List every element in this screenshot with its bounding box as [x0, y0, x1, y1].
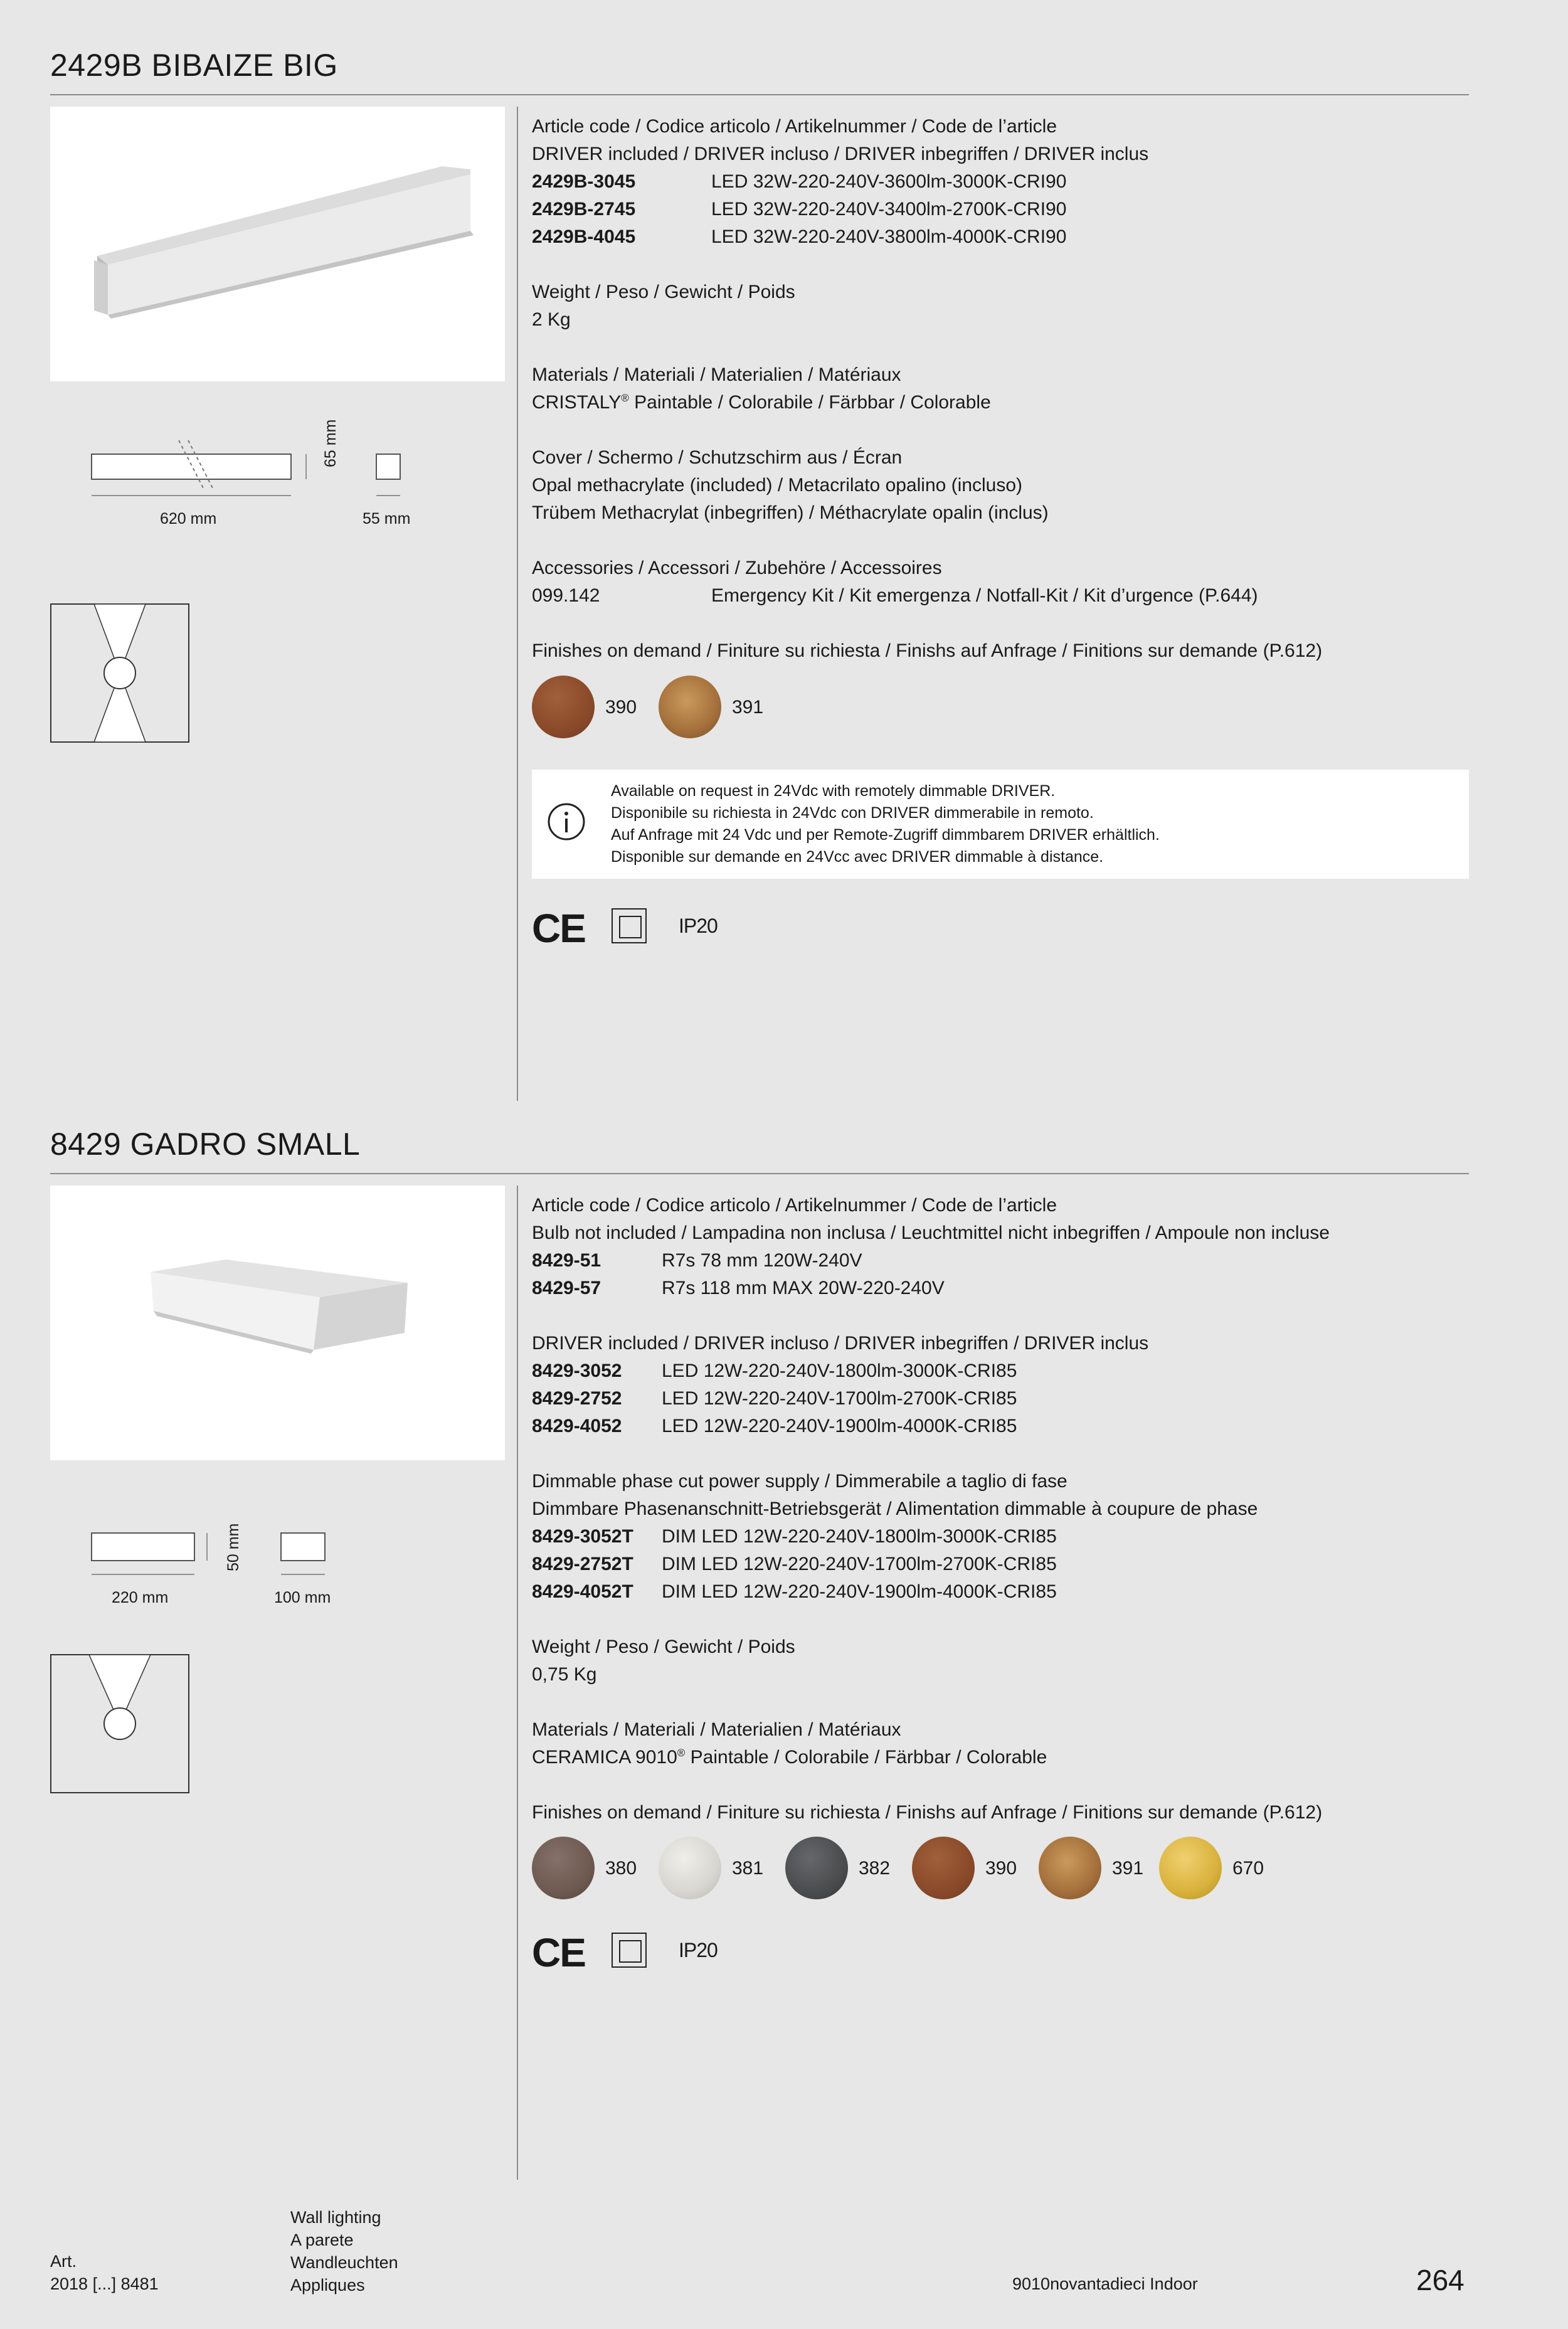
- product1-info: [532, 113, 1322, 665]
- footer-category: Wall lighting A parete Wandleuchten Appliques: [290, 2208, 398, 2295]
- weight-value: 0,75 Kg: [532, 1664, 597, 1685]
- article-code-label: Article code / Codice articolo / Artikelnummer / Code de l’article: [532, 1195, 1057, 1216]
- article-row: 8429-2752 LED 12W-220-240V-1700lm-2700K-CRI85: [532, 1388, 1017, 1409]
- ce-mark: CE: [532, 1930, 585, 1975]
- driver-note: DRIVER included / DRIVER incluso / DRIVER inbegriffen / DRIVER inclus: [532, 144, 1149, 164]
- product1-column-divider: [517, 107, 518, 1101]
- materials-value: CRISTALY® Paintable / Colorabile / Färbbar / Colorable: [532, 392, 991, 413]
- finish-number: 391: [1112, 1858, 1144, 1879]
- materials-label: Materials / Materiali / Materialien / Matériaux: [532, 364, 901, 385]
- article-row: 8429-3052T DIM LED 12W-220-240V-1800lm-3000K-CRI85: [532, 1526, 1057, 1547]
- dimmable-note: Dimmbare Phasenanschnitt-Betriebsgerät / Alimentation dimmable à coupure de phase: [532, 1499, 1258, 1519]
- driver-note: DRIVER included / DRIVER incluso / DRIVER inbegriffen / DRIVER inclus: [532, 1333, 1149, 1354]
- article-code-label: Article code / Codice articolo / Artikelnummer / Code de l’article: [532, 116, 1057, 137]
- ip-rating: IP20: [679, 1939, 718, 1961]
- article-row: 8429-2752T DIM LED 12W-220-240V-1700lm-2700K-CRI85: [532, 1554, 1057, 1574]
- ip-rating: IP20: [679, 915, 718, 937]
- finish-swatch-670: [1159, 1837, 1222, 1899]
- finish-swatch-390: [912, 1837, 975, 1899]
- article-row: 2429B-2745 LED 32W-220-240V-3400lm-2700K-CRI90: [532, 199, 1067, 220]
- article-row: 8429-57 R7s 118 mm MAX 20W-220-240V: [532, 1278, 945, 1298]
- info-icon: [547, 802, 586, 841]
- product1-title-rule: [50, 94, 1469, 95]
- product2-dim-length: 220 mm: [112, 1589, 169, 1606]
- article-row: 2429B-3045 LED 32W-220-240V-3600lm-3000K-CRI90: [532, 171, 1067, 192]
- accessory-row: 099.142 Emergency Kit / Kit emergenza / Notfall-Kit / Kit d’urgence (P.644): [532, 585, 1258, 606]
- weight-label: Weight / Peso / Gewicht / Poids: [532, 1637, 795, 1657]
- article-row: 8429-3052 LED 12W-220-240V-1800lm-3000K-CRI85: [532, 1361, 1017, 1381]
- class-ii-icon: [612, 1933, 647, 1968]
- finish-number: 390: [985, 1858, 1017, 1879]
- product2-info: [532, 1192, 1330, 1827]
- bulb-note: Bulb not included / Lampadina non inclusa / Leuchtmittel nicht inbegriffen / Ampoule non incluse: [532, 1223, 1330, 1243]
- product1-light-emission-diagram: [50, 603, 189, 746]
- article-row: 8429-4052 LED 12W-220-240V-1900lm-4000K-CRI85: [532, 1416, 1017, 1436]
- finish-number: 381: [732, 1858, 764, 1879]
- product2-dim-height: 50 mm: [225, 1523, 242, 1571]
- product2-photo: [50, 1186, 505, 1460]
- finish-swatch-390: [532, 676, 595, 738]
- info-text: Available on request in 24Vdc with remotely dimmable DRIVER. Disponibile su richiesta in 24Vdc con DRIVER dimmerabile in remoto. Auf Anfrage mit 24 Vdc und per Remote-Zugriff dimmbarem DRIVER erhältlich. Disponible sur demande en 24Vcc avec DRIVER dimmable à distance.: [611, 782, 1160, 866]
- finish-swatch-380: [532, 1837, 595, 1899]
- product1-dim-length: 620 mm: [160, 510, 217, 528]
- finish-swatch-381: [659, 1837, 721, 1899]
- product1-dim-height: 65 mm: [322, 419, 339, 467]
- finish-swatch-391: [659, 676, 721, 738]
- cover-line: Opal methacrylate (included) / Metacrilato opalino (incluso): [532, 475, 1023, 496]
- finishes-label: Finishes on demand / Finiture su richiesta / Finishs auf Anfrage / Finitions sur demande (P.612): [532, 640, 1323, 661]
- article-row: 2429B-4045 LED 32W-220-240V-3800lm-4000K-CRI90: [532, 226, 1067, 247]
- product2-dim-depth: 100 mm: [274, 1589, 331, 1606]
- weight-label: Weight / Peso / Gewicht / Poids: [532, 282, 795, 302]
- finish-number: 391: [732, 697, 764, 718]
- finish-swatch-382: [785, 1837, 848, 1899]
- accessories-label: Accessories / Accessori / Zubehöre / Accessoires: [532, 558, 942, 578]
- finishes-label: Finishes on demand / Finiture su richiesta / Finishs auf Anfrage / Finitions sur demande (P.612): [532, 1802, 1323, 1823]
- weight-value: 2 Kg: [532, 309, 571, 330]
- cover-line: Trübem Methacrylat (inbegriffen) / Méthacrylate opalin (inclus): [532, 502, 1049, 523]
- product1-dim-depth: 55 mm: [363, 510, 411, 528]
- finish-number: 390: [605, 697, 637, 718]
- product2-light-emission-diagram: [50, 1654, 189, 1796]
- dimmable-note: Dimmable phase cut power supply / Dimmerabile a taglio di fase: [532, 1471, 1067, 1492]
- footer-art: Art. 2018 [...] 8481: [50, 2252, 159, 2293]
- article-row: 8429-51 R7s 78 mm 120W-240V: [532, 1250, 862, 1271]
- product2-title-rule: [50, 1173, 1469, 1174]
- finish-number: 382: [859, 1858, 891, 1879]
- materials-value: CERAMICA 9010® Paintable / Colorabile / Färbbar / Colorable: [532, 1747, 1047, 1768]
- cover-label: Cover / Schermo / Schutzschirm aus / Écran: [532, 447, 903, 468]
- page-number: 264: [1416, 2264, 1465, 2296]
- product2-title: 8429 GADRO SMALL: [50, 1127, 361, 1162]
- finish-number: 380: [605, 1858, 637, 1879]
- info-box: [532, 770, 1469, 879]
- product1-title: 2429B BIBAIZE BIG: [50, 48, 338, 83]
- article-row: 8429-4052T DIM LED 12W-220-240V-1900lm-4000K-CRI85: [532, 1581, 1057, 1602]
- product2-column-divider: [517, 1186, 518, 2180]
- finish-swatch-391: [1039, 1837, 1101, 1899]
- finish-number: 670: [1232, 1858, 1264, 1879]
- materials-label: Materials / Materiali / Materialien / Matériaux: [532, 1719, 901, 1740]
- product1-photo: [50, 107, 505, 381]
- footer-brand: 9010novantadieci Indoor: [1012, 2274, 1198, 2293]
- product2-dimension-drawing: [88, 1518, 339, 1587]
- ce-mark: CE: [532, 906, 585, 951]
- class-ii-icon: [612, 908, 647, 943]
